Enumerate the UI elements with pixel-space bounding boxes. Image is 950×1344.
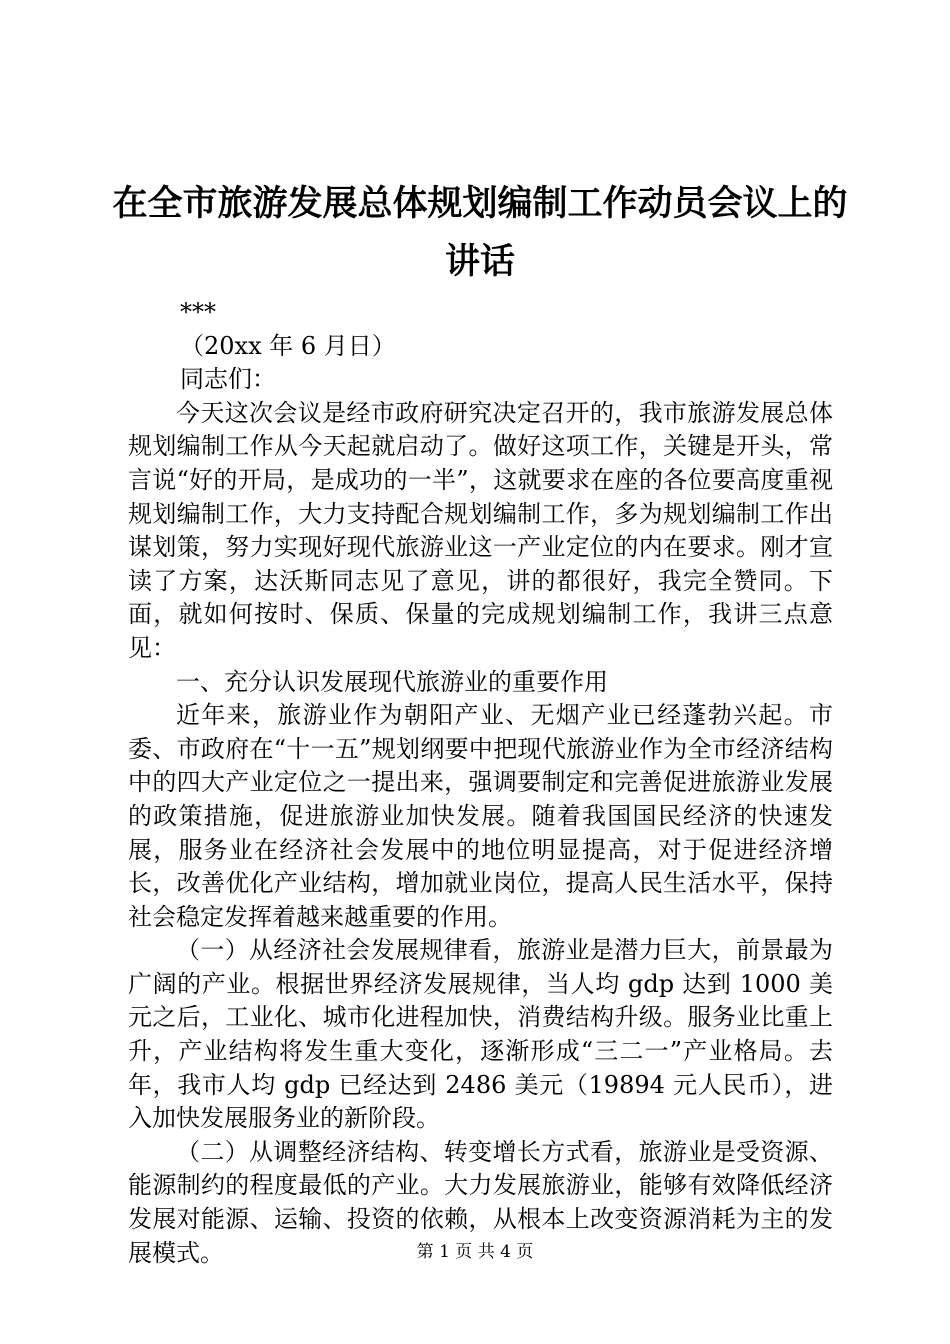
date-line: （20xx 年 6 月日） — [180, 331, 396, 360]
body-paragraph-1: 近年来，旅游业作为朝阳产业、无烟产业已经蓬勃兴起。市委、市政府在“十一五”规划纲要中把现代旅游业作为全市经济结构中的四大产业定位之一提出来，强调要制定和完善促进旅游业发展的政策措施，促进旅游业加快发展。随着我国国民经济的快速发展，服务业在经济社会发展中的地位明显提高，对于促进经济增长，改善优化产业结构，增加就业岗位，提高人民生活水平，保持社会稳定发挥着越来越重要的作用。 — [128, 701, 833, 931]
salutation-line: 同志们： — [180, 365, 276, 394]
body-paragraph-3: （二）从调整经济结构、转变增长方式看，旅游业是受资源、能源制约的程度最低的产业。大力发展旅游业，能够有效降低经济发展对能源、运输、投资的依赖，从根本上改变资源消耗为主的发展模式。 — [128, 1137, 833, 1267]
author-line: *** — [180, 298, 216, 326]
document-body — [128, 296, 833, 1270]
document-title: 在全市旅游发展总体规划编制工作动员会议上的讲话 — [112, 184, 848, 283]
page-footer: 第 1 页 共 4 页 — [416, 1242, 534, 1262]
body-paragraph-intro: 今天这次会议是经市政府研究决定召开的，我市旅游发展总体规划编制工作从今天起就启动了。做好这项工作，关键是开头，常言说“好的开局，是成功的一半”，这就要求在座的各位要高度重视规划编制工作，大力支持配合规划编制工作，多为规划编制工作出谋划策，努力实现好现代旅游业这一产业定位的内在要求。刚才宣读了方案，达沃斯同志见了意见，讲的都很好，我完全赞同。下面，就如何按时、保质、保量的完成规划编制工作，我讲三点意见： — [128, 398, 833, 662]
body-paragraph-2: （一）从经济社会发展规律看，旅游业是潜力巨大，前景最为广阔的产业。根据世界经济发展规律，当人均 gdp 达到 1000 美元之后，工业化、城市化进程加快，消费结构升级。服务业比重上升，产业结构将发生重大变化，逐渐形成“三二一”产业格局。去年，我市人均 gdp 已经达到 2486 美元（19894 元人民币），进入加快发展服务业的新阶段。 — [128, 936, 833, 1133]
section-heading-1: 一、充分认识发展现代旅游业的重要作用 — [176, 667, 608, 696]
